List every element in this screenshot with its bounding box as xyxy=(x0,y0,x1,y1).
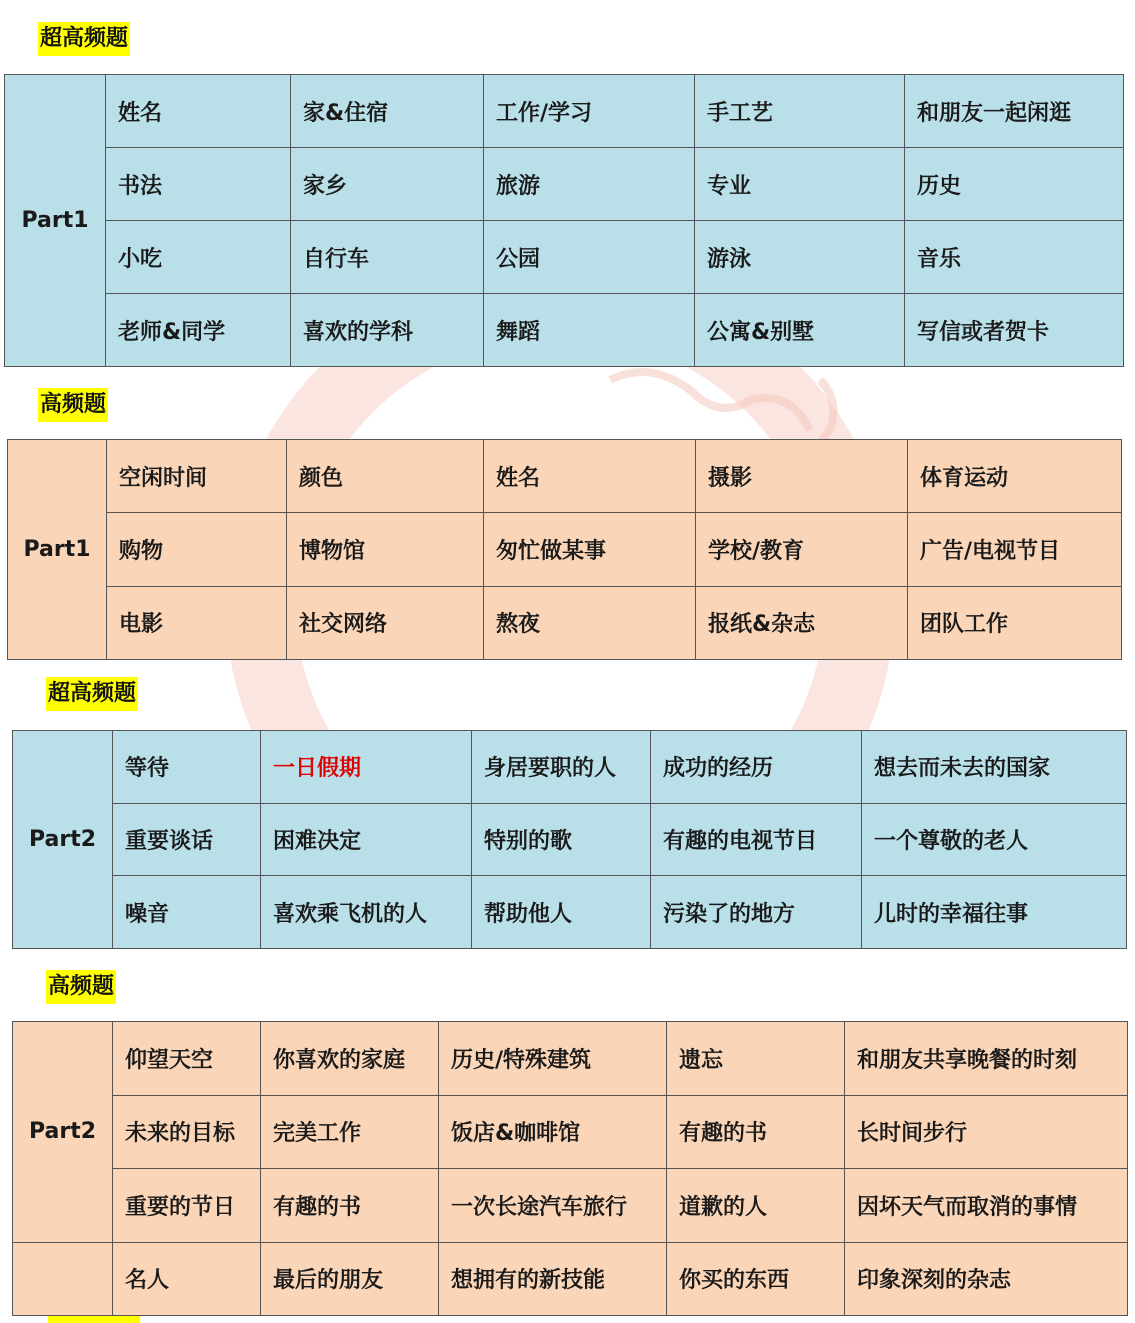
topic-cell: 有趣的书 xyxy=(667,1095,845,1169)
topic-cell: 污染了的地方 xyxy=(651,876,862,949)
topic-cell: 喜欢的学科 xyxy=(291,294,484,367)
topic-cell: 最后的朋友 xyxy=(261,1242,439,1316)
topic-cell: 公寓&别墅 xyxy=(695,294,905,367)
part-label: Part2 xyxy=(13,731,113,949)
topic-cell: 未来的目标 xyxy=(113,1095,261,1169)
topic-cell: 特别的歌 xyxy=(472,803,651,876)
topic-cell: 广告/电视节目 xyxy=(908,513,1122,586)
topic-cell: 旅游 xyxy=(484,148,695,221)
topic-table-part2-top xyxy=(12,730,1127,949)
part-label: Part2 xyxy=(13,1022,113,1243)
topic-cell: 一个尊敬的老人 xyxy=(862,803,1127,876)
topic-cell: 名人 xyxy=(113,1242,261,1316)
topic-cell: 匆忙做某事 xyxy=(484,513,696,586)
highlight-marker xyxy=(48,1316,140,1323)
section-label-part2-top: 超高频题 xyxy=(46,677,138,711)
topic-cell: 印象深刻的杂志 xyxy=(845,1242,1128,1316)
topic-cell: 写信或者贺卡 xyxy=(905,294,1124,367)
topic-cell: 喜欢乘飞机的人 xyxy=(261,876,472,949)
topic-cell: 书法 xyxy=(106,148,291,221)
topic-cell: 学校/教育 xyxy=(696,513,908,586)
topic-cell: 完美工作 xyxy=(261,1095,439,1169)
topic-cell: 重要的节日 xyxy=(113,1169,261,1243)
topic-cell: 和朋友一起闲逛 xyxy=(905,75,1124,148)
topic-cell: 儿时的幸福往事 xyxy=(862,876,1127,949)
topic-cell: 等待 xyxy=(113,731,261,804)
topic-cell: 摄影 xyxy=(696,440,908,513)
topic-cell: 遗忘 xyxy=(667,1022,845,1096)
topic-table-part1-top xyxy=(4,74,1124,367)
topic-cell: 体育运动 xyxy=(908,440,1122,513)
topic-cell: 身居要职的人 xyxy=(472,731,651,804)
topic-cell: 重要谈话 xyxy=(113,803,261,876)
section-label-part1-bottom: 高频题 xyxy=(38,388,108,422)
part-label-empty xyxy=(13,1242,113,1316)
topic-cell: 帮助他人 xyxy=(472,876,651,949)
topic-table-part2-bottom xyxy=(12,1021,1128,1316)
topic-cell: 老师&同学 xyxy=(106,294,291,367)
topic-cell: 饭店&咖啡馆 xyxy=(439,1095,667,1169)
topic-cell: 购物 xyxy=(107,513,287,586)
topic-cell: 手工艺 xyxy=(695,75,905,148)
topic-cell: 你喜欢的家庭 xyxy=(261,1022,439,1096)
topic-cell: 空闲时间 xyxy=(107,440,287,513)
part-label: Part1 xyxy=(5,75,106,367)
topic-cell: 有趣的书 xyxy=(261,1169,439,1243)
topic-cell: 舞蹈 xyxy=(484,294,695,367)
topic-cell: 困难决定 xyxy=(261,803,472,876)
topic-cell: 有趣的电视节目 xyxy=(651,803,862,876)
topic-cell: 熬夜 xyxy=(484,586,696,659)
topic-cell: 团队工作 xyxy=(908,586,1122,659)
topic-cell: 想拥有的新技能 xyxy=(439,1242,667,1316)
topic-cell: 成功的经历 xyxy=(651,731,862,804)
topic-cell: 历史/特殊建筑 xyxy=(439,1022,667,1096)
topic-cell: 仰望天空 xyxy=(113,1022,261,1096)
topic-cell: 社交网络 xyxy=(287,586,484,659)
topic-cell: 噪音 xyxy=(113,876,261,949)
topic-cell: 小吃 xyxy=(106,221,291,294)
topic-cell-highlighted: 一日假期 xyxy=(261,731,472,804)
topic-cell: 家&住宿 xyxy=(291,75,484,148)
topic-cell: 电影 xyxy=(107,586,287,659)
topic-cell: 长时间步行 xyxy=(845,1095,1128,1169)
topic-cell: 姓名 xyxy=(106,75,291,148)
topic-cell: 姓名 xyxy=(484,440,696,513)
topic-cell: 公园 xyxy=(484,221,695,294)
part-label: Part1 xyxy=(8,440,107,660)
topic-cell: 自行车 xyxy=(291,221,484,294)
topic-cell: 家乡 xyxy=(291,148,484,221)
topic-cell: 音乐 xyxy=(905,221,1124,294)
topic-cell: 颜色 xyxy=(287,440,484,513)
topic-cell: 一次长途汽车旅行 xyxy=(439,1169,667,1243)
topic-cell: 专业 xyxy=(695,148,905,221)
topic-cell: 历史 xyxy=(905,148,1124,221)
topic-cell: 和朋友共享晚餐的时刻 xyxy=(845,1022,1128,1096)
topic-cell: 报纸&杂志 xyxy=(696,586,908,659)
topic-table-part1-bottom xyxy=(7,439,1122,660)
topic-cell: 道歉的人 xyxy=(667,1169,845,1243)
topic-cell: 游泳 xyxy=(695,221,905,294)
topic-cell: 博物馆 xyxy=(287,513,484,586)
section-label-part2-bottom: 高频题 xyxy=(46,970,116,1004)
topic-cell: 工作/学习 xyxy=(484,75,695,148)
section-label-part1-top: 超高频题 xyxy=(38,22,130,56)
topic-cell: 想去而未去的国家 xyxy=(862,731,1127,804)
topic-cell: 你买的东西 xyxy=(667,1242,845,1316)
topic-cell: 因坏天气而取消的事情 xyxy=(845,1169,1128,1243)
